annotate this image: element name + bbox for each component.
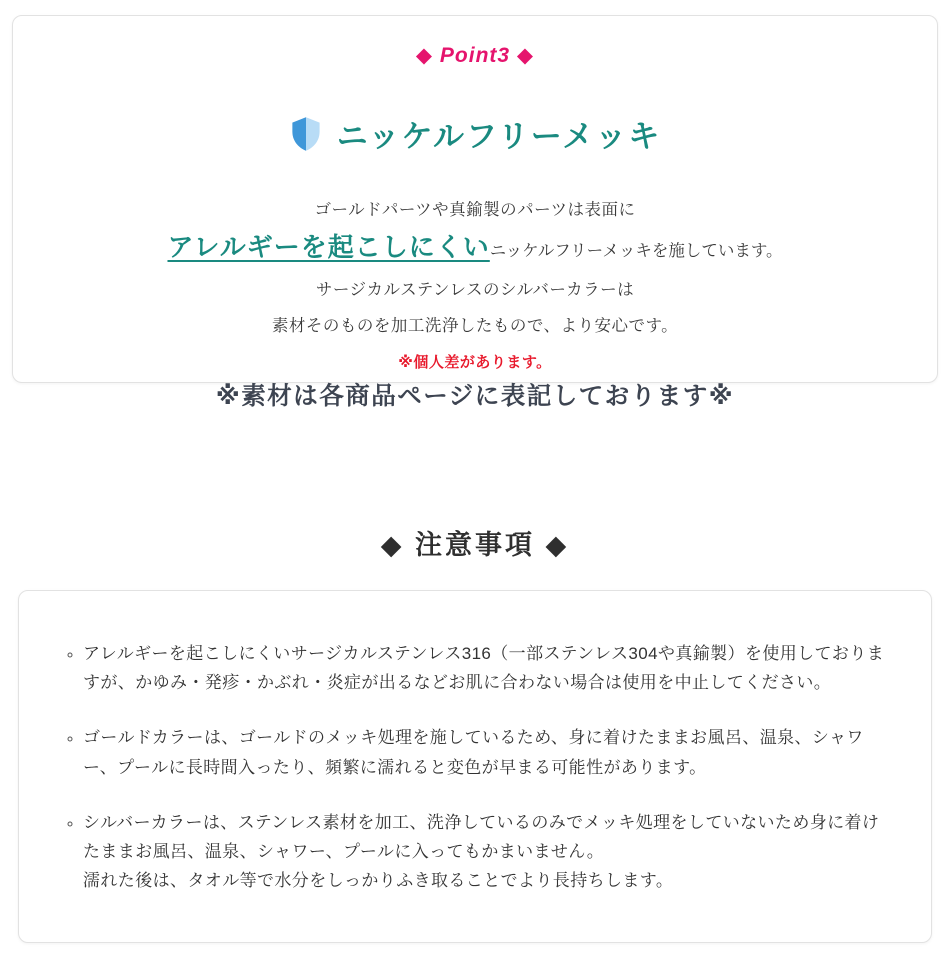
point-body-line-2: サージカルステンレスのシルバーカラーは [315,281,635,299]
point-title-row [13,111,937,156]
notice-card [18,590,932,943]
notice-list [59,639,893,896]
notice-item-2-text: ゴールドカラーは、ゴールドのメッキ処理を施しているため、身に着けたままお風呂、温泉、シャワー、プールに長時間入ったり、頻繁に濡れると変色が早まる可能性があります。 [83,728,864,777]
material-page-note: ※素材は各商品ページに表記しております※ [215,383,735,410]
point-card [12,15,938,410]
list-item [83,723,893,781]
point-highlight-line [13,227,937,264]
list-item [83,639,893,697]
allergy-emphasis-text: アレルギーを起こしにくい [167,232,490,262]
notice-item-1-text: アレルギーを起こしにくいサージカルステンレス316（一部ステンレス304や真鍮製）を使用しておりますが、かゆみ・発疹・かぶれ・炎症が出るなどお肌に合わない場合は使用を中止してください。 [83,644,885,693]
shield-icon [289,115,323,153]
notice-item-3-text-line-2: 濡れた後は、タオル等で水分をしっかりふき取ることでより長持ちします。 [83,871,674,891]
individual-difference-note: ※個人差があります。 [398,354,552,371]
point-badge: ◆ Point3 ◆ [415,44,535,67]
notice-section-heading: ◆ 注意事項 ◆ [380,530,570,560]
point-body-line-3: 素材そのものを加工洗浄したもので、より安心です。 [271,317,679,335]
notice-item-3-text-line-1: シルバーカラーは、ステンレス素材を加工、洗浄しているのみでメッキ処理をしていないため身に着けたままお風呂、温泉、シャワー、プールに入ってもかまいません。 [83,812,880,862]
point-card-title: ニッケルフリーメッキ [336,119,662,154]
point-highlight-rest: ニッケルフリーメッキを施しています。 [489,242,783,260]
point-body-line-1: ゴールドパーツや真鍮製のパーツは表面に [314,201,636,219]
list-item [83,808,893,896]
page [0,15,950,965]
